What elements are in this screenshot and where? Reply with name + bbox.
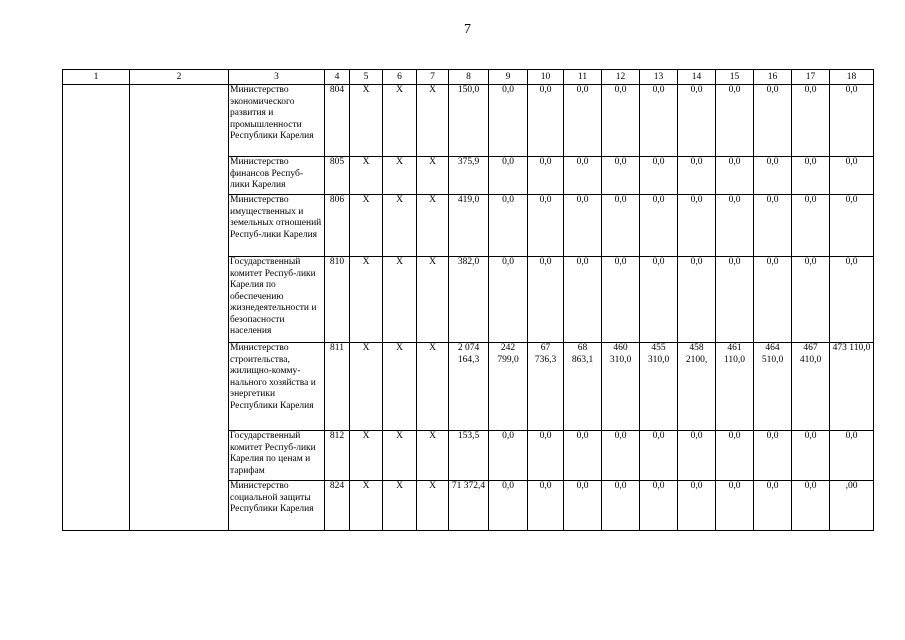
value-cell: 0,0 (678, 85, 716, 157)
code-cell: 811 (325, 343, 350, 431)
value-cell: 0,0 (678, 195, 716, 257)
value-cell: 419,0 (449, 195, 489, 257)
value-cell: 0,0 (792, 481, 830, 531)
value-cell: 67 736,3 (528, 343, 564, 431)
x-mark-cell: Х (350, 157, 383, 195)
value-cell: 0,0 (792, 257, 830, 343)
col-2-cell (130, 85, 229, 531)
value-cell: 0,0 (528, 431, 564, 481)
value-cell: 461 110,0 (716, 343, 754, 431)
value-cell: 0,0 (489, 157, 528, 195)
code-cell: 810 (325, 257, 350, 343)
column-header: 15 (716, 70, 754, 85)
x-mark-cell: Х (383, 431, 417, 481)
value-cell: 0,0 (716, 431, 754, 481)
value-cell: 0,0 (830, 431, 874, 481)
budget-table (62, 69, 874, 531)
value-cell: 0,0 (640, 257, 678, 343)
value-cell: 0,0 (640, 195, 678, 257)
column-header: 2 (130, 70, 229, 85)
value-cell: 460 310,0 (602, 343, 640, 431)
x-mark-cell: Х (417, 85, 449, 157)
value-cell: 0,0 (640, 157, 678, 195)
org-name-cell: Министерство экономического развития и промышленности Республики Карелия (229, 85, 325, 157)
column-number-row (63, 70, 874, 85)
value-cell: 375,9 (449, 157, 489, 195)
value-cell: 0,0 (792, 85, 830, 157)
x-mark-cell: Х (383, 481, 417, 531)
x-mark-cell: Х (417, 195, 449, 257)
value-cell: 0,0 (640, 481, 678, 531)
value-cell: 0,0 (754, 85, 792, 157)
org-name-cell: Министерство социальной защиты Республики Карелия (229, 481, 325, 531)
value-cell: 0,0 (678, 257, 716, 343)
value-cell: 0,0 (528, 481, 564, 531)
value-cell: 0,0 (602, 157, 640, 195)
code-cell: 805 (325, 157, 350, 195)
value-cell: 455 310,0 (640, 343, 678, 431)
code-cell: 812 (325, 431, 350, 481)
value-cell: 0,0 (564, 195, 602, 257)
x-mark-cell: Х (417, 157, 449, 195)
value-cell: 0,0 (564, 257, 602, 343)
value-cell: 242 799,0 (489, 343, 528, 431)
column-header: 3 (229, 70, 325, 85)
value-cell: 0,0 (528, 85, 564, 157)
value-cell: 0,0 (716, 85, 754, 157)
table-row (63, 85, 874, 157)
column-header: 12 (602, 70, 640, 85)
x-mark-cell: Х (350, 85, 383, 157)
value-cell: 0,0 (489, 257, 528, 343)
x-mark-cell: Х (417, 481, 449, 531)
col-1-cell (63, 85, 130, 531)
column-header: 5 (350, 70, 383, 85)
value-cell: 0,0 (602, 85, 640, 157)
value-cell: 0,0 (602, 431, 640, 481)
value-cell: 0,0 (678, 431, 716, 481)
value-cell: 464 510,0 (754, 343, 792, 431)
column-header: 14 (678, 70, 716, 85)
value-cell: 0,0 (489, 85, 528, 157)
column-header: 7 (417, 70, 449, 85)
column-header: 1 (63, 70, 130, 85)
value-cell: 0,0 (830, 257, 874, 343)
column-header: 6 (383, 70, 417, 85)
value-cell: 0,0 (792, 195, 830, 257)
value-cell: 0,0 (792, 157, 830, 195)
value-cell: 0,0 (528, 257, 564, 343)
value-cell: 0,0 (564, 85, 602, 157)
value-cell: 0,0 (489, 431, 528, 481)
value-cell: 0,0 (716, 157, 754, 195)
page-number: 7 (464, 22, 471, 37)
org-name-cell: Государственный комитет Респуб-лики Карелия по обеспечению жизнедеятельности и безопасности населения (229, 257, 325, 343)
value-cell: 0,0 (792, 431, 830, 481)
value-cell: ,00 (830, 481, 874, 531)
value-cell: 0,0 (602, 257, 640, 343)
x-mark-cell: Х (383, 157, 417, 195)
x-mark-cell: Х (350, 195, 383, 257)
value-cell: 0,0 (564, 481, 602, 531)
value-cell: 71 372,4 (449, 481, 489, 531)
column-header: 17 (792, 70, 830, 85)
value-cell: 458 2100, (678, 343, 716, 431)
value-cell: 0,0 (640, 85, 678, 157)
column-header: 8 (449, 70, 489, 85)
column-header: 11 (564, 70, 602, 85)
x-mark-cell: Х (350, 343, 383, 431)
x-mark-cell: Х (350, 481, 383, 531)
value-cell: 0,0 (602, 195, 640, 257)
x-mark-cell: Х (350, 257, 383, 343)
column-header: 4 (325, 70, 350, 85)
value-cell: 0,0 (754, 431, 792, 481)
value-cell: 0,0 (830, 195, 874, 257)
value-cell: 0,0 (528, 195, 564, 257)
value-cell: 473 110,0 (830, 343, 874, 431)
value-cell: 153,5 (449, 431, 489, 481)
value-cell: 0,0 (754, 481, 792, 531)
code-cell: 824 (325, 481, 350, 531)
org-name-cell: Государственный комитет Респуб-лики Карелия по ценам и тарифам (229, 431, 325, 481)
x-mark-cell: Х (383, 343, 417, 431)
value-cell: 150,0 (449, 85, 489, 157)
value-cell: 0,0 (564, 431, 602, 481)
value-cell: 0,0 (716, 195, 754, 257)
column-header: 16 (754, 70, 792, 85)
column-header: 18 (830, 70, 874, 85)
value-cell: 0,0 (489, 481, 528, 531)
x-mark-cell: Х (417, 343, 449, 431)
value-cell: 0,0 (716, 481, 754, 531)
code-cell: 806 (325, 195, 350, 257)
value-cell: 0,0 (754, 257, 792, 343)
value-cell: 0,0 (678, 157, 716, 195)
value-cell: 467 410,0 (792, 343, 830, 431)
code-cell: 804 (325, 85, 350, 157)
x-mark-cell: Х (383, 195, 417, 257)
x-mark-cell: Х (417, 431, 449, 481)
value-cell: 0,0 (716, 257, 754, 343)
x-mark-cell: Х (383, 85, 417, 157)
value-cell: 0,0 (754, 195, 792, 257)
value-cell: 382,0 (449, 257, 489, 343)
value-cell: 0,0 (528, 157, 564, 195)
org-name-cell: Министерство имущественных и земельных отношений Респуб-лики Карелия (229, 195, 325, 257)
column-header: 13 (640, 70, 678, 85)
x-mark-cell: Х (350, 431, 383, 481)
value-cell: 0,0 (489, 195, 528, 257)
org-name-cell: Министерство строительства, жилищно-комму-нального хозяйства и энергетики Республики Карелия (229, 343, 325, 431)
x-mark-cell: Х (417, 257, 449, 343)
value-cell: 2 074 164,3 (449, 343, 489, 431)
value-cell: 0,0 (678, 481, 716, 531)
value-cell: 0,0 (754, 157, 792, 195)
value-cell: 0,0 (564, 157, 602, 195)
org-name-cell: Министерство финансов Респуб-лики Карелия (229, 157, 325, 195)
value-cell: 0,0 (830, 85, 874, 157)
table-body (63, 70, 874, 531)
column-header: 10 (528, 70, 564, 85)
value-cell: 0,0 (640, 431, 678, 481)
x-mark-cell: Х (383, 257, 417, 343)
value-cell: 0,0 (830, 157, 874, 195)
value-cell: 0,0 (602, 481, 640, 531)
column-header: 9 (489, 70, 528, 85)
value-cell: 68 863,1 (564, 343, 602, 431)
